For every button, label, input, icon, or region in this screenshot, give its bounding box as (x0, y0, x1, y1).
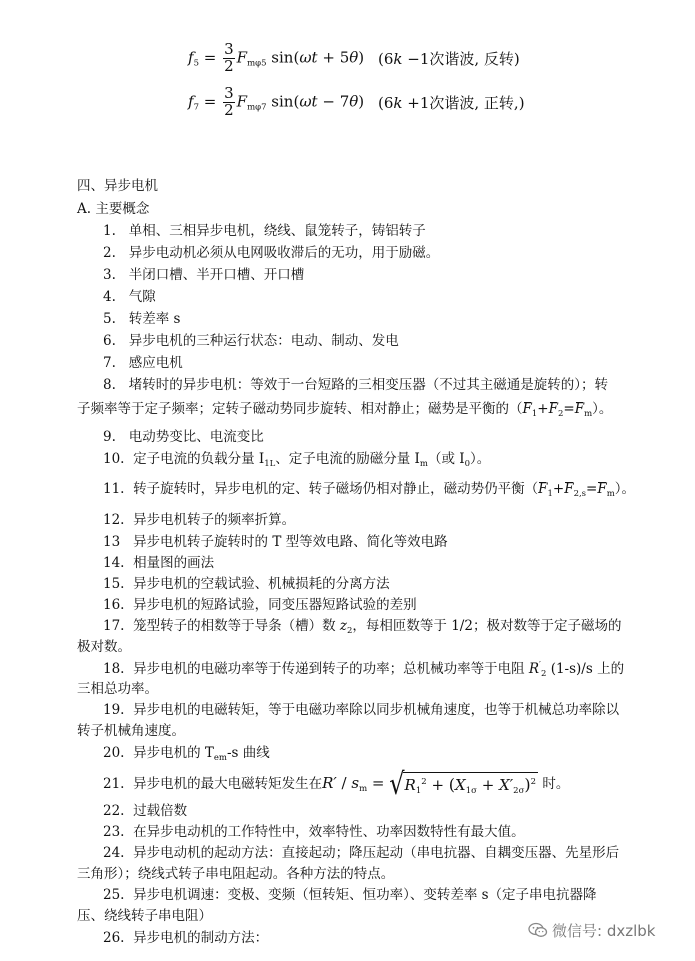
item-text: 异步电机的三种运行状态：电动、制动、发电 (128, 333, 399, 349)
item-text: 感应电机 (128, 355, 183, 371)
formula-subscript: 1 (531, 409, 538, 419)
list-item (103, 660, 624, 679)
item-text: 异步电机转子的频率折算。 (133, 512, 296, 528)
formula-subscript: 2 (540, 669, 547, 679)
formula-f5 (188, 42, 364, 75)
item-number: 18. (103, 661, 125, 677)
item-text: 转差率 s (128, 311, 181, 327)
note-text: −1次谐波, 反转) (407, 50, 520, 68)
formula-subscript: mφ7 (247, 102, 267, 113)
formula-symbol: f (188, 48, 194, 67)
item-text: 异步电机的电磁功率等于传递到转子的功率；总机械功率等于电阻 (133, 661, 529, 677)
formula-subscript: m (606, 489, 615, 499)
formula-subscript: m (419, 459, 428, 469)
formula-symbol: ω (299, 48, 312, 67)
formula-subscript: 2 (347, 626, 353, 636)
formula-operator: + (537, 401, 549, 417)
list-item (103, 355, 183, 371)
formula-operator: / (336, 773, 352, 792)
formula-equals: = (203, 48, 217, 67)
item-text: 异步电机的 T (133, 745, 214, 761)
item-text: 转子旋转时，异步电机的定、转子磁场仍相对静止，磁动势仍平衡（ (133, 481, 539, 497)
square-root (389, 766, 538, 802)
item-number: 17. (103, 618, 125, 634)
list-item (103, 930, 268, 946)
item-text: 气隙 (128, 289, 156, 305)
formula-operator: − (322, 92, 335, 111)
section-title: 四、异步电机 (77, 178, 158, 194)
formula-subscript: 2,s (573, 489, 587, 499)
formula-subscript: 1 (547, 489, 553, 499)
formula-subscript: mφ5 (247, 58, 267, 69)
formula-superscript: 2 (421, 777, 427, 788)
item-text: -s 曲线 (226, 745, 270, 761)
list-item-continuation (77, 401, 612, 419)
item-number: 23. (103, 824, 125, 840)
list-item (103, 745, 270, 763)
item-number: 20. (103, 745, 125, 761)
vector-symbol: F (564, 481, 574, 497)
radical-sign: √ (389, 766, 405, 802)
item-text: ）。 (592, 401, 613, 417)
vector-symbol: F (522, 401, 532, 417)
item-text: ）。 (470, 451, 491, 467)
list-item-continuation: 转子机械角速度。 (77, 723, 185, 739)
formula-paren: ) (358, 92, 365, 111)
formula-symbol: X′ (499, 776, 514, 795)
formula-symbol: θ (349, 92, 359, 111)
formula-number: 7 (339, 92, 350, 111)
fraction-numerator: 3 (224, 40, 234, 58)
item-text: 异步电机的空载试验、机械损耗的分离方法 (133, 576, 390, 592)
note-text: +1次谐波, 正转,) (407, 94, 525, 112)
list-item-continuation: 极对数。 (77, 639, 131, 655)
formula-operator: + (322, 48, 335, 67)
item-number: 6. (103, 333, 116, 349)
fraction-numerator: 3 (224, 84, 234, 102)
item-number: 26. (103, 930, 125, 946)
fraction-denominator: 2 (224, 100, 234, 119)
list-item (103, 534, 448, 550)
item-number: 14. (103, 555, 125, 571)
formula-function: sin( (271, 92, 300, 111)
item-text: ）。 (614, 481, 636, 497)
item-text: 异步电机的制动方法： (133, 930, 269, 946)
item-text: 异步电机的最大电磁转矩发生在 (133, 775, 323, 792)
item-number: 15. (103, 576, 125, 592)
list-item (103, 223, 426, 239)
item-text: 定子电流的负载分量 I (133, 451, 265, 467)
list-item (103, 481, 635, 499)
item-number: 7. (103, 355, 116, 371)
list-item-continuation: 三相总功率。 (77, 681, 158, 697)
formula-subscript: 5 (193, 58, 199, 69)
vector-symbol: F (538, 481, 548, 497)
formula-symbol: t (311, 48, 318, 67)
note-symbol: k (393, 94, 403, 112)
list-item (103, 766, 570, 802)
formula-equals: = (203, 92, 217, 111)
formula-subscript: 2σ (513, 786, 525, 797)
item-number: 22. (103, 803, 125, 819)
vector-symbol: F (548, 401, 558, 417)
item-text: 异步电机的短路试验，同变压器短路试验的差别 (133, 597, 417, 613)
list-item (103, 267, 304, 283)
radicand: $R_1^2 + (X_{1\sigma} + X'_{2\sigma})^2$ (403, 772, 539, 796)
formula-subscript: 7 (193, 102, 199, 113)
fraction-denominator: 2 (224, 56, 234, 75)
item-text: 异步电机的电磁转矩，等于电磁功率除以同步机械角速度，也等于机械总功率除以 (133, 702, 620, 718)
formula-symbol: t (311, 92, 318, 111)
note-symbol: k (393, 50, 403, 68)
formula-f5-note (378, 50, 520, 68)
item-text: 在异步电动机的工作特性中，效率特性、功率因数特性有最大值。 (133, 824, 525, 840)
list-item (103, 512, 295, 528)
item-text: 异步电动机必须从电网吸收滞后的无功，用于励磁。 (128, 245, 440, 261)
list-item (103, 311, 181, 327)
formula-symbol: F (236, 92, 248, 111)
formula-subscript: 1σ (465, 786, 477, 797)
formula-symbol: s (351, 773, 360, 792)
formula-equals: = (367, 773, 390, 792)
formula-equals: = (563, 401, 575, 417)
item-number: 8. (103, 377, 116, 393)
item-number: 16. (103, 597, 125, 613)
wechat-icon (528, 922, 548, 938)
formula-symbol: F (236, 48, 248, 67)
formula-symbol: R (528, 661, 540, 677)
list-item (103, 702, 619, 718)
item-number: 13 (103, 534, 121, 550)
formula-subscript: 1L (264, 459, 276, 469)
item-text: 、定子电流的励磁分量 I (275, 451, 420, 467)
item-number: 12. (103, 512, 125, 528)
item-number: 9. (103, 429, 116, 445)
list-item (103, 803, 187, 819)
formula-symbol: z (339, 618, 347, 634)
list-item (103, 824, 525, 840)
formula-fraction (223, 42, 235, 75)
item-number: 21. (103, 775, 125, 792)
list-item (103, 845, 619, 861)
subsection-title: A. 主要概念 (77, 201, 150, 217)
item-text: 时。 (538, 775, 570, 792)
formula-symbol: R′ (322, 773, 337, 792)
vector-symbol: F (574, 401, 585, 417)
formula-operator: + (476, 776, 500, 795)
formula-symbol: R (404, 776, 416, 795)
note-text: (6 (378, 50, 394, 68)
list-item-continuation: 压、绕线转子串电阻） (77, 908, 212, 924)
item-number: 24. (103, 845, 125, 861)
formula-symbol: ω (299, 92, 312, 111)
list-item (103, 429, 264, 445)
formula-operator: + (552, 481, 565, 497)
list-item (103, 451, 490, 469)
item-text: 异步电动机的起动方法：直接起动；降压起动（串电抗器、自耦变压器、先星形后 (133, 845, 620, 861)
formula-subscript: 0 (464, 459, 470, 469)
formula-symbol: θ (349, 48, 359, 67)
formula-subscript: em (213, 753, 227, 763)
item-text: 异步电机转子旋转时的 T 型等效电路、简化等效电路 (133, 534, 448, 550)
item-number: 3. (103, 267, 116, 283)
list-item (103, 887, 597, 903)
formula-function: sin( (271, 48, 300, 67)
formula-operator: + (426, 776, 449, 795)
formula-symbol: X (455, 776, 466, 795)
formula-superscript: 2 (530, 777, 537, 788)
item-text: 异步电机调速：变极、变频（恒转矩、恒功率）、变转差率 s（定子串电抗器降 (133, 887, 597, 903)
item-text: 单相、三相异步电机，绕线、鼠笼转子，铸铝转子 (128, 223, 426, 239)
item-text: (1-s)/s 上的 (546, 661, 625, 677)
formula-f7-note (378, 94, 525, 112)
item-number: 4. (103, 289, 116, 305)
item-number: 11. (103, 481, 125, 497)
item-number: 2. (103, 245, 116, 261)
formula-subscript: 2 (557, 409, 564, 419)
formula-equals: = (586, 481, 598, 497)
item-text: ，每相匝数等于 1/2；极对数等于定子磁场的 (352, 618, 622, 634)
item-text: 过载倍数 (133, 803, 188, 819)
item-text: 半闭口槽、半开口槽、开口槽 (128, 267, 305, 283)
list-item (103, 618, 621, 636)
list-item (103, 289, 156, 305)
item-number: 19. (103, 702, 125, 718)
formula-f7 (188, 86, 364, 119)
item-text: 堵转时的异步电机：等效于一台短路的三相变压器（不过其主磁通是旋转的）；转 (128, 377, 609, 393)
formula-fraction (223, 86, 235, 119)
note-text: (6 (378, 94, 394, 112)
list-item (103, 576, 390, 592)
item-number: 5. (103, 311, 116, 327)
item-text: 子频率等于定子频率；定转子磁动势同步旋转、相对静止；磁势是平衡的（ (77, 401, 523, 417)
item-number: 25. (103, 887, 125, 903)
item-text: （或 I (427, 451, 465, 467)
watermark (528, 922, 655, 940)
formula-symbol: f (188, 92, 194, 111)
formula-superscript: ′ (539, 660, 541, 670)
list-item (103, 333, 399, 349)
list-item-continuation: 三角形）；绕线式转子串电阻起动。各种方法的特点。 (77, 866, 395, 882)
list-item (103, 597, 417, 613)
formula-subscript: m (359, 783, 368, 794)
item-text: 相量图的画法 (133, 555, 215, 571)
list-item (103, 555, 214, 571)
formula-paren: ) (358, 48, 365, 67)
list-item (103, 245, 439, 261)
watermark-text: 微信号: dxzlbk (552, 922, 656, 940)
item-text: 电动势变比、电流变比 (128, 429, 264, 445)
item-text: 笼型转子的相数等于导条（槽）数 (133, 618, 340, 634)
formula-number: 5 (339, 48, 350, 67)
vector-symbol: F (597, 481, 607, 497)
item-number: 1. (103, 223, 116, 239)
formula-subscript: 1 (415, 786, 422, 797)
formula-subscript: m (584, 409, 593, 419)
item-number: 10. (103, 451, 125, 467)
list-item (103, 377, 608, 393)
